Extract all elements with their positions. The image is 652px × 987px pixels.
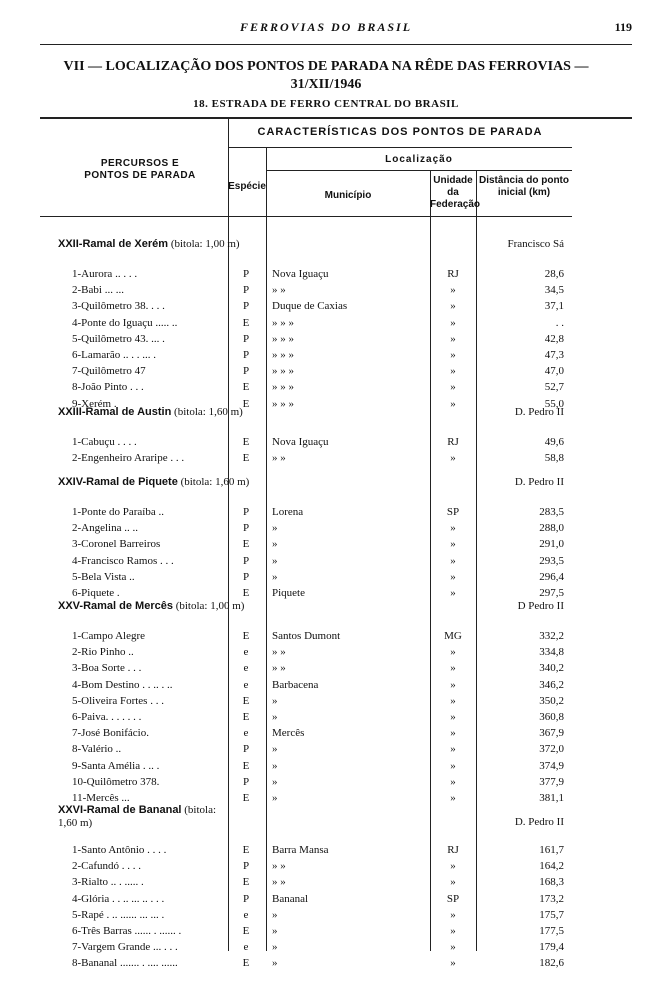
table-row xyxy=(0,555,652,570)
stop-type: e xyxy=(243,646,249,659)
stop-type: P xyxy=(242,300,250,313)
state: » xyxy=(450,792,456,804)
state: » xyxy=(450,316,456,329)
table-row xyxy=(0,522,652,537)
stop-type: E xyxy=(242,957,250,970)
stop-type: P xyxy=(242,570,250,583)
distance: 52,7 xyxy=(544,381,564,394)
stop-type: E xyxy=(242,397,250,410)
table-row xyxy=(0,284,652,299)
table-row xyxy=(0,776,652,791)
state: » xyxy=(450,538,456,551)
table-row xyxy=(0,727,652,742)
header-caracteristicas: CARACTERÍSTICAS DOS PONTOS DE PARADA xyxy=(257,126,543,138)
stop-name: 8-Bananal ....... . .... ...... xyxy=(72,957,178,970)
state: » xyxy=(450,775,456,788)
distance: 367,9 xyxy=(539,727,564,740)
stop-type: P xyxy=(242,506,250,518)
state: SP xyxy=(446,506,460,518)
stop-name: 9-Xerém . xyxy=(72,397,117,410)
municipality: » xyxy=(272,711,278,723)
stop-type: P xyxy=(242,892,250,905)
municipality: » » » xyxy=(272,397,294,410)
stop-name: 2-Engenheiro Araripe . . . xyxy=(72,452,185,465)
state: » xyxy=(450,365,456,378)
table-row xyxy=(0,300,652,315)
distance: 34,5 xyxy=(544,284,564,297)
municipality: Santos Dumont xyxy=(272,630,341,642)
stop-type: E xyxy=(242,694,250,707)
section-origin-station: D. Pedro II xyxy=(514,816,564,828)
distance: 168,3 xyxy=(539,876,564,889)
stop-name: 9-Santa Amélia . .. . xyxy=(72,759,160,772)
distance: 179,4 xyxy=(539,941,564,954)
stop-type: E xyxy=(242,711,250,723)
municipality: Barbacena xyxy=(272,678,319,691)
state: » xyxy=(450,860,456,873)
stop-name: 5-Rapé . .. ...... ... ... . xyxy=(72,908,165,921)
header-rule-1 xyxy=(228,147,572,148)
stop-name: 6-Lamarão .. . . ... . xyxy=(72,349,156,361)
stop-name: 3-Rialto .. . ..... . xyxy=(72,876,144,889)
distance: 283,5 xyxy=(539,506,564,518)
header-localizacao: Localização xyxy=(385,154,453,165)
municipality: Nova Iguaçu xyxy=(272,436,329,448)
stop-name: 7-Quilômetro 47 xyxy=(72,365,146,378)
municipality: Duque de Caxias xyxy=(272,300,348,313)
distance: 55,0 xyxy=(544,397,564,410)
stop-type: E xyxy=(242,316,250,329)
state: » xyxy=(450,587,456,599)
section-title-bold: XXV-Ramal de Mercês xyxy=(58,600,173,612)
stop-name: 11-Mercês ... xyxy=(72,792,130,804)
state: » xyxy=(450,554,456,567)
municipality: Lorena xyxy=(272,506,304,518)
table-row xyxy=(0,679,652,694)
municipality: » » xyxy=(272,662,286,675)
section-title xyxy=(58,476,249,488)
table-row xyxy=(0,711,652,726)
stop-type: e xyxy=(243,678,249,691)
stop-type: E xyxy=(242,925,250,937)
distance: 161,7 xyxy=(539,844,564,856)
section-title-gauge: (bitola: 1,60 m) xyxy=(171,406,243,418)
municipality: » » xyxy=(272,646,286,659)
table-row xyxy=(0,365,652,380)
stop-type: P xyxy=(242,268,250,280)
municipality: » » xyxy=(272,284,286,297)
state: » xyxy=(450,284,456,297)
state: » xyxy=(450,381,456,394)
stop-name: 6-Paiva. . . . . . . xyxy=(72,711,142,723)
distance: 334,8 xyxy=(539,646,564,659)
section-title-gauge: (bitola: 1,00 m) xyxy=(172,600,245,612)
municipality: » xyxy=(272,775,278,788)
state: MG xyxy=(444,630,462,642)
distance: 42,8 xyxy=(544,332,564,345)
municipality: » xyxy=(272,925,278,937)
stop-name: 4-Ponte do Iguaçu ..... .. xyxy=(72,316,178,329)
distance: 346,2 xyxy=(539,678,564,691)
stop-name: 2-Angelina .. .. xyxy=(72,522,138,535)
municipality: » » xyxy=(272,452,286,465)
distance: 164,2 xyxy=(539,860,564,873)
state: » xyxy=(450,908,456,921)
stop-type: E xyxy=(242,452,250,465)
municipality: Mercês xyxy=(272,727,305,740)
distance: 360,8 xyxy=(539,711,564,723)
stop-type: E xyxy=(242,759,250,772)
distance: 296,4 xyxy=(539,570,564,583)
table-row xyxy=(0,333,652,348)
state: » xyxy=(450,759,456,772)
stop-type: P xyxy=(242,554,250,567)
stop-name: 7-Vargem Grande ... . . . xyxy=(72,941,178,954)
stop-type: E xyxy=(242,436,250,448)
state: » xyxy=(450,349,456,361)
municipality: » xyxy=(272,759,278,772)
state: » xyxy=(450,300,456,313)
stop-name: 1-Santo Antônio . . . . xyxy=(72,844,167,856)
stop-type: E xyxy=(242,844,250,856)
section-title-bold: XXII-Ramal de Xerém xyxy=(58,238,169,250)
stop-name: 1-Ponte do Paraíba .. xyxy=(72,506,164,518)
stop-name: 4-Glória . . .. ... .. . . . xyxy=(72,892,165,905)
distance: 47,0 xyxy=(544,365,564,378)
table-row xyxy=(0,538,652,553)
table-row xyxy=(0,743,652,758)
distance: 350,2 xyxy=(539,694,564,707)
stop-type: P xyxy=(242,284,250,297)
state: SP xyxy=(446,892,460,905)
table-row xyxy=(0,760,652,775)
page-number: 119 xyxy=(614,20,632,34)
stop-name: 4-Bom Destino . . .. . .. xyxy=(72,678,173,691)
stop-type: P xyxy=(242,365,250,378)
section-title xyxy=(58,804,218,830)
stop-type: E xyxy=(242,587,250,599)
distance: 58,8 xyxy=(544,452,564,465)
section-title-gauge: (bitola: 1,00 m) xyxy=(168,238,240,250)
table-row xyxy=(0,349,652,364)
state: » xyxy=(450,727,456,740)
distance: 49,6 xyxy=(544,436,564,448)
state: » xyxy=(450,941,456,954)
municipality: » » xyxy=(272,876,286,889)
state: » xyxy=(450,678,456,691)
stop-type: E xyxy=(242,876,250,889)
state: RJ xyxy=(447,268,459,280)
table-row xyxy=(0,844,652,859)
municipality: Barra Mansa xyxy=(272,844,329,856)
distance: 37,1 xyxy=(544,300,564,313)
state: » xyxy=(450,522,456,535)
section-title-bold: XXIV-Ramal de Piquete xyxy=(58,476,178,488)
state: RJ xyxy=(447,436,459,448)
table-row xyxy=(0,909,652,924)
state: » xyxy=(450,646,456,659)
header-rule xyxy=(40,44,632,45)
municipality: » » » xyxy=(272,349,294,361)
distance: 374,9 xyxy=(539,759,564,772)
table-row xyxy=(0,662,652,677)
table-row xyxy=(0,695,652,710)
table-row xyxy=(0,860,652,875)
stop-name: 4-Francisco Ramos . . . xyxy=(72,554,174,567)
table-row xyxy=(0,957,652,972)
section-title-gauge: (bitola: 1,60 m) xyxy=(58,804,217,829)
municipality: » xyxy=(272,538,278,551)
distance: . . xyxy=(555,316,564,329)
stop-name: 3-Quilômetro 38. . . . xyxy=(72,300,165,313)
stop-name: 8-João Pinto . . . xyxy=(72,381,144,394)
header-bottom-rule xyxy=(40,216,572,217)
table-top-rule xyxy=(40,117,632,119)
municipality: » xyxy=(272,522,278,535)
state: » xyxy=(450,397,456,410)
stop-type: P xyxy=(242,775,250,788)
section-title-gauge: (bitola: 1,60 m) xyxy=(177,476,250,488)
stop-type: E xyxy=(242,538,250,551)
stop-type: E xyxy=(242,630,250,642)
municipality: » » » xyxy=(272,332,294,345)
state: » xyxy=(450,876,456,889)
main-title: VII — LOCALIZAÇÃO DOS PONTOS DE PARADA NA RÊDE DAS FERROVIAS — 31/XII/1946 xyxy=(63,59,589,92)
state: » xyxy=(450,957,456,970)
distance: 297,5 xyxy=(539,587,564,599)
section-title xyxy=(58,238,240,250)
stop-name: 1-Aurora .. . . . xyxy=(72,268,138,280)
distance: 381,1 xyxy=(539,792,564,804)
table-row xyxy=(0,506,652,521)
state: » xyxy=(450,925,456,937)
header-distancia: Distância do ponto inicial (km) xyxy=(479,175,569,198)
section-title xyxy=(58,406,243,418)
municipality: » xyxy=(272,694,278,707)
stop-name: 6-Piquete . xyxy=(72,587,120,599)
stop-name: 2-Cafundó . . . . xyxy=(72,860,142,873)
distance: 293,5 xyxy=(539,554,564,567)
state: » xyxy=(450,452,456,465)
distance: 340,2 xyxy=(539,662,564,675)
distance: 177,5 xyxy=(539,925,564,937)
table-row xyxy=(0,646,652,661)
stop-name: 2-Rio Pinho .. xyxy=(72,646,134,659)
municipality: » » » xyxy=(272,365,294,378)
running-header xyxy=(20,20,632,38)
state: » xyxy=(450,694,456,707)
stop-type: P xyxy=(242,743,250,756)
state: » xyxy=(450,570,456,583)
stop-type: e xyxy=(243,727,249,740)
table-row xyxy=(0,268,652,283)
distance: 182,6 xyxy=(539,957,564,970)
header-rule-2 xyxy=(266,170,572,171)
distance: 332,2 xyxy=(539,630,564,642)
stop-name: 7-José Bonifácio. xyxy=(72,727,149,740)
municipality: » xyxy=(272,554,278,567)
stop-name: 3-Boa Sorte . . . xyxy=(72,662,142,675)
municipality: » xyxy=(272,957,278,970)
municipality: Bananal xyxy=(272,892,309,905)
stop-name: 5-Quilômetro 43. ... . xyxy=(72,332,165,345)
municipality: » » xyxy=(272,860,286,873)
stop-name: 1-Campo Alegre xyxy=(72,630,146,642)
table-row xyxy=(0,571,652,586)
distance: 377,9 xyxy=(539,775,564,788)
stop-type: e xyxy=(243,662,249,675)
stop-type: P xyxy=(242,332,250,345)
stop-name: 1-Cabuçu . . . . xyxy=(72,436,137,448)
municipality: » xyxy=(272,570,278,583)
stop-name: 3-Coronel Barreiros xyxy=(72,538,161,551)
table-row xyxy=(0,452,652,467)
table-row xyxy=(0,381,652,396)
distance: 288,0 xyxy=(539,522,564,535)
stop-type: P xyxy=(242,349,250,361)
distance: 372,0 xyxy=(539,743,564,756)
running-title: FERROVIAS DO BRASIL xyxy=(239,20,413,34)
municipality: » xyxy=(272,908,278,921)
municipality: » xyxy=(272,792,278,804)
municipality: » » » xyxy=(272,316,294,329)
state: » xyxy=(450,332,456,345)
stop-type: E xyxy=(242,792,250,804)
stop-name: 6-Três Barras ...... . ...... . xyxy=(72,925,182,937)
section-origin-station: Francisco Sá xyxy=(507,238,564,250)
sub-title: 18. ESTRADA DE FERRO CENTRAL DO BRASIL xyxy=(193,98,459,110)
section-title xyxy=(58,600,244,612)
stop-type: E xyxy=(242,381,250,394)
table-row xyxy=(0,941,652,956)
stop-type: P xyxy=(242,860,250,873)
table-row xyxy=(0,436,652,451)
table-row xyxy=(0,876,652,891)
stop-name: 5-Bela Vista .. xyxy=(72,570,135,583)
stop-type: P xyxy=(242,522,250,535)
section-origin-station: D. Pedro II xyxy=(514,406,564,418)
state: » xyxy=(450,711,456,723)
table-row xyxy=(0,630,652,645)
section-origin-station: D. Pedro II xyxy=(514,476,564,488)
table-row xyxy=(0,317,652,332)
section-origin-station: D Pedro II xyxy=(517,600,564,612)
stop-name: 10-Quilômetro 378. xyxy=(72,775,160,788)
stop-name: 5-Oliveira Fortes . . . xyxy=(72,694,164,707)
distance: 173,2 xyxy=(539,892,564,905)
state: » xyxy=(450,743,456,756)
section-title-bold: XXIII-Ramal de Austin xyxy=(58,406,172,418)
state: RJ xyxy=(447,844,459,856)
stop-type: e xyxy=(243,908,249,921)
municipality: Piquete xyxy=(272,587,305,599)
municipality: » » » xyxy=(272,381,294,394)
header-percursos: PERCURSOS E PONTOS DE PARADA xyxy=(84,158,196,181)
header-municipio: Município xyxy=(324,190,372,201)
municipality: Nova Iguaçu xyxy=(272,268,329,280)
stop-type: e xyxy=(243,941,249,954)
section-title-bold: XXVI-Ramal de Bananal xyxy=(58,804,182,816)
table-row xyxy=(0,893,652,908)
municipality: » xyxy=(272,743,278,756)
distance: 175,7 xyxy=(539,908,564,921)
distance: 47,3 xyxy=(544,349,564,361)
header-especie: Espécie xyxy=(228,181,266,192)
stop-name: 2-Babi ... ... xyxy=(72,284,124,297)
state: » xyxy=(450,662,456,675)
municipality: » xyxy=(272,941,278,954)
distance: 28,6 xyxy=(544,268,564,280)
header-unidade: Unidade da Federação xyxy=(430,175,481,210)
table-row xyxy=(0,925,652,940)
stop-name: 8-Valério .. xyxy=(72,743,122,756)
distance: 291,0 xyxy=(539,538,564,551)
